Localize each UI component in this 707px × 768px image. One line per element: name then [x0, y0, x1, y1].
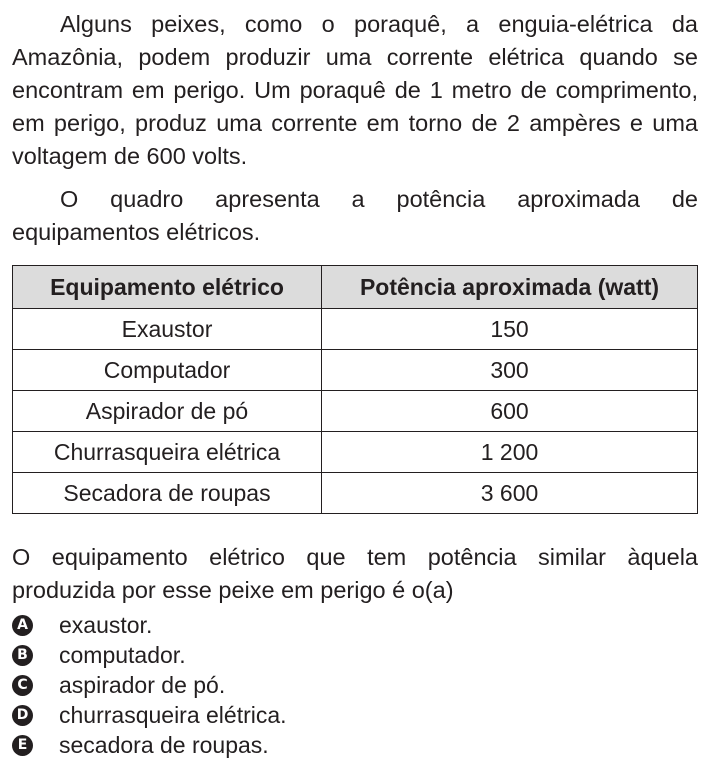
option-a[interactable] — [12, 610, 698, 640]
equipment-cell: Secadora de roupas — [13, 473, 322, 514]
table-row — [13, 309, 698, 350]
power-cell: 3 600 — [322, 473, 698, 514]
table-row — [13, 391, 698, 432]
header-power: Potência aproximada (watt) — [322, 266, 698, 309]
table-header-row — [13, 266, 698, 309]
option-e[interactable] — [12, 730, 698, 760]
table-row — [13, 432, 698, 473]
intro-paragraph: O quadro apresenta a potência aproximada de equipamentos elétricos. — [12, 186, 698, 245]
option-text: exaustor. — [59, 611, 153, 638]
equipment-cell: Exaustor — [13, 309, 322, 350]
option-d[interactable] — [12, 700, 698, 730]
option-letter-badge: B — [12, 645, 33, 666]
table-row — [13, 350, 698, 391]
equipment-cell: Churrasqueira elétrica — [13, 432, 322, 473]
option-c[interactable] — [12, 670, 698, 700]
power-cell: 1 200 — [322, 432, 698, 473]
question-stem: O equipamento elétrico que tem potência similar àquela produzida por esse peixe em perigo é o(a) — [12, 544, 698, 603]
power-cell: 600 — [322, 391, 698, 432]
equipment-cell: Computador — [13, 350, 322, 391]
option-letter-badge: C — [12, 675, 33, 696]
power-cell: 150 — [322, 309, 698, 350]
header-equipment: Equipamento elétrico — [13, 266, 322, 309]
option-letter-badge: E — [12, 735, 33, 756]
power-cell: 300 — [322, 350, 698, 391]
answer-options — [12, 610, 698, 760]
option-text: computador. — [59, 641, 186, 668]
equipment-cell: Aspirador de pó — [13, 391, 322, 432]
table-row — [13, 473, 698, 514]
intro-paragraph: Alguns peixes, como o poraquê, a enguia-elétrica da Amazônia, podem produzir uma corrente elétrica quando se encontram em perigo. Um poraquê de 1 metro de comprimento, em perigo, produz uma corrente em torno de 2 ampères e uma voltagem de 600 volts. — [12, 11, 698, 169]
option-letter-badge: A — [12, 615, 33, 636]
option-letter-badge: D — [12, 705, 33, 726]
option-text: secadora de roupas. — [59, 731, 269, 758]
option-text: churrasqueira elétrica. — [59, 701, 287, 728]
equipment-power-table — [12, 265, 698, 514]
option-b[interactable] — [12, 640, 698, 670]
question-page — [12, 8, 698, 758]
option-text: aspirador de pó. — [59, 671, 226, 698]
